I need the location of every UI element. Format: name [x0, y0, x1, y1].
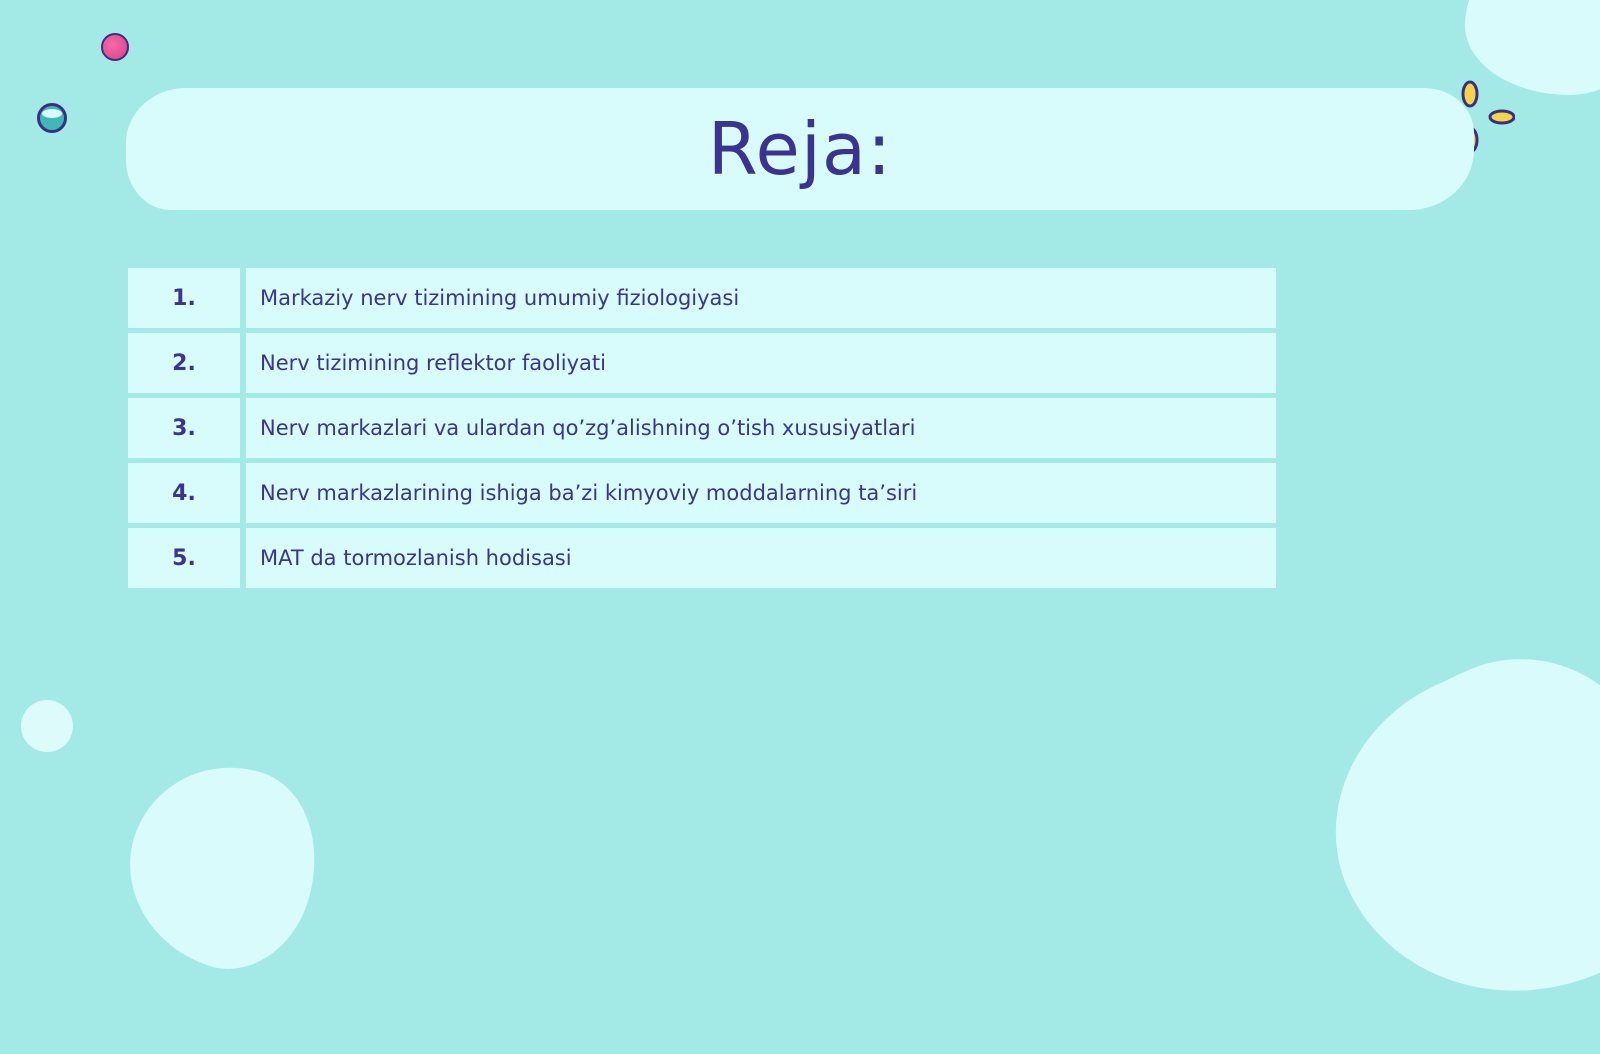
- item-text: Nerv markazlari va ulardan qo’zg’alishning o’tish xususiyatlari: [246, 398, 1276, 458]
- slide-title: Reja:: [707, 107, 893, 191]
- blob-shape-bottom-left: [104, 741, 342, 988]
- blob-shape-bottom-right: [1286, 616, 1600, 1054]
- item-text: Nerv tizimining reflektor faoliyati: [246, 333, 1276, 393]
- item-number: 3.: [128, 398, 240, 458]
- item-number: 2.: [128, 333, 240, 393]
- plan-table: [128, 268, 1276, 593]
- title-banner: [126, 88, 1474, 210]
- circle-shape-left: [21, 700, 73, 752]
- item-number: 1.: [128, 268, 240, 328]
- table-row: [128, 268, 1276, 328]
- table-row: [128, 528, 1276, 588]
- teal-ball-icon: [37, 103, 67, 133]
- table-row: [128, 398, 1276, 458]
- item-text: Nerv markazlarining ishiga ba’zi kimyoviy moddalarning ta’siri: [246, 463, 1276, 523]
- table-row: [128, 333, 1276, 393]
- item-number: 5.: [128, 528, 240, 588]
- pink-ball-icon: [101, 33, 129, 61]
- item-text: Markaziy nerv tizimining umumiy fiziologiyasi: [246, 268, 1276, 328]
- item-text: MAT da tormozlanish hodisasi: [246, 528, 1276, 588]
- table-row: [128, 463, 1276, 523]
- item-number: 4.: [128, 463, 240, 523]
